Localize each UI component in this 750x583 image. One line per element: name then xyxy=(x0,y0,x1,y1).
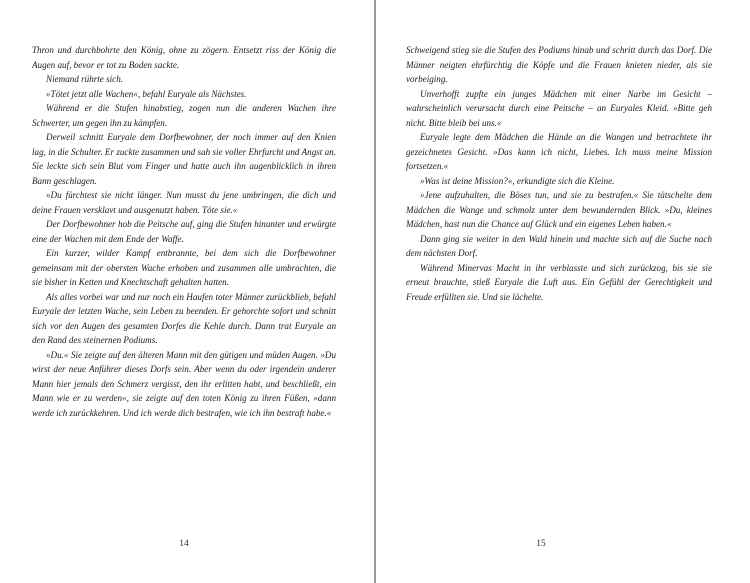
page-number: 14 xyxy=(179,539,189,549)
paragraph: Während er die Stufen hinabstieg, zogen nun die anderen Wachen ihre Schwerter, um gegen ihn zu kämpfen. xyxy=(32,103,336,128)
paragraph: Thron und durchbohrte den König, ohne zu zögern. Entsetzt riss der König die Augen auf, bevor er tot zu Boden sackte. xyxy=(32,45,336,70)
right-page xyxy=(376,0,750,583)
paragraph: Euryale legte dem Mädchen die Hände an die Wangen und betrachtete ihr gezeichnetes Gesicht. »Das kann ich nicht, Liebes. Ich muss meine Mission fortsetzen.« xyxy=(406,132,712,172)
paragraph: Dann ging sie weiter in den Wald hinein und machte sich auf die Suche nach dem nächsten Dorf. xyxy=(406,233,712,259)
paragraph: »Jene aufzuhalten, die Böses tun, und sie zu bestrafen.« Sie tätschelte dem Mädchen die Wange und schmolz unter dem bewundernden Blick. »Du, kleines Mädchen, hast nun die Chance auf Glück und ein eigenes Leben haben.« xyxy=(406,190,712,230)
paragraph: Der Dorfbewohner hob die Peitsche auf, ging die Stufen hinunter und erwürgte eine der Wachen mit dem Ende der Waffe. xyxy=(32,219,336,244)
paragraph: »Tötet jetzt alle Wachen«, befahl Euryale als Nächstes. xyxy=(46,88,247,99)
paragraph: »Du.« Sie zeigte auf den älteren Mann mit den gütigen und müden Augen. »Du wirst der neue Anführer dieses Dorfs sein. Aber wenn du oder irgendein anderer Mann hier jemals den Schmerz vergisst, den ihr erlitten habt, und beschließt, ein Mann wie er zu werden«, sie zeigte auf den toten König zu ihren Füßen, »dann werde ich zurückkehren. Und ich werde dich bestrafen, wie ich ihn bestraft habe.« xyxy=(32,349,336,418)
left-page xyxy=(0,0,374,583)
page-number: 15 xyxy=(536,539,546,549)
paragraph: »Was ist deine Mission?«, erkundigte sich die Kleine. xyxy=(420,175,615,186)
left-page-text xyxy=(32,43,336,420)
paragraph: Unverhofft zupfte ein junges Mädchen mit einer Narbe im Gesicht – wahrscheinlich verursacht durch eine Peitsche – an Euryales Kleid. »Bitte geh nicht. Bitte bleib bei uns.« xyxy=(406,88,712,128)
paragraph: Während Minervas Macht in ihr verblasste und sich zurückzog, bis sie sie erneut brauchte, stieß Euryale die Luft aus. Ein Gefühl der Gerechtigkeit und Freude erfüllten sie. Und sie lächelte. xyxy=(406,262,712,302)
right-page-text xyxy=(406,43,712,304)
paragraph: Schweigend stieg sie die Stufen des Podiums hinab und schritt durch das Dorf. Die Männer neigten ehrfürchtig die Köpfe und die Frauen knieten nieder, als sie vorbeiging. xyxy=(406,45,712,85)
paragraph: Derweil schnitt Euryale dem Dorfbewohner, der noch immer auf den Knien lag, in die Schulter. Er zuckte zusammen und sah sie voller Ehrfurcht und Angst an. Sie leckte sich sein Blut vom Finger und hatte auch ihn augenblicklich in ihren Bann geschlagen. xyxy=(32,132,336,186)
paragraph: Ein kurzer, wilder Kampf entbrannte, bei dem sich die Dorfbewohner gemeinsam mit der obersten Wache erhoben und zusammen alle umbrachten, die sie bisher in Ketten und Knechtschaft gehalten hatten. xyxy=(32,248,336,288)
paragraph: »Du fürchtest sie nicht länger. Nun musst du jene umbringen, die dich und deine Frauen versklavt und ausgenutzt haben. Töte sie.« xyxy=(32,190,336,215)
paragraph: Niemand rührte sich. xyxy=(46,74,124,85)
paragraph: Als alles vorbei war und nur noch ein Haufen toter Männer zurückblieb, befahl Euryale der letzten Wache, sein Leben zu beenden. Er gehorchte sofort und schnitt sich vor den Augen des gesamten Dorfes die Kehle durch. Dann trat Euryale an den Rand des steinernen Podiums. xyxy=(32,291,336,346)
